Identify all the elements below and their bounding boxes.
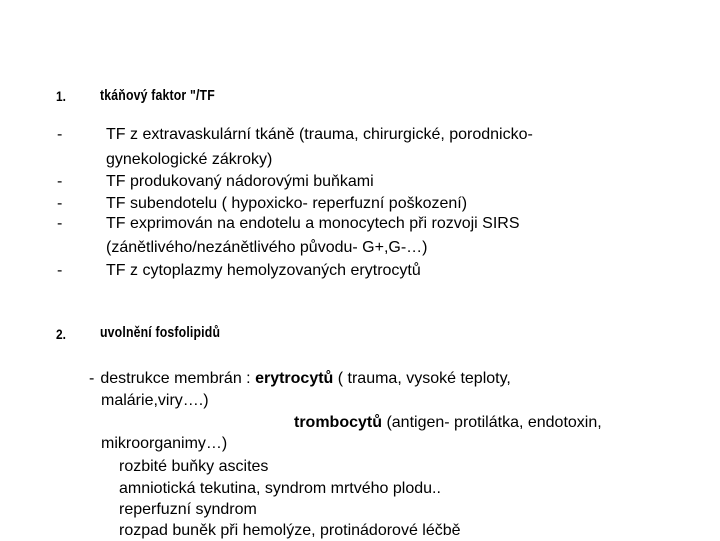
subline-amniotic: amniotická tekutina, syndrom mrtvého plodu.. — [119, 480, 441, 497]
subline-reperfusion: reperfuzní syndrom — [119, 501, 257, 518]
list-item-dash: - — [57, 126, 63, 143]
destruction-text: destrukce membrán : — [100, 370, 256, 387]
list-item-dash: - — [57, 262, 63, 279]
platelets-term: trombocytů — [294, 414, 382, 431]
list-item-text: (zánětlivého/nezánětlivého původu- G+,G-…) — [106, 239, 428, 256]
list-item-dash: - — [57, 173, 63, 190]
list-item-dash: - — [57, 195, 63, 212]
destruction-causes: ( trauma, vysoké teploty, — [333, 370, 511, 387]
list-item-text: TF produkovaný nádorovými buňkami — [106, 173, 374, 190]
platelets-line-2: mikroorganimy…) — [101, 435, 228, 452]
list-item-text: TF z extravaskulární tkáně (trauma, chirurgické, porodnicko- — [106, 126, 533, 143]
list-item-text: TF exprimován na endotelu a monocytech při rozvoji SIRS — [106, 215, 520, 232]
section-1-number: 1. — [56, 88, 66, 104]
list-item-text: TF subendotelu ( hypoxicko- reperfuzní poškození) — [106, 195, 468, 212]
list-item-text: TF z cytoplazmy hemolyzovaných erytrocytů — [106, 262, 421, 279]
subline-ascites: rozbité buňky ascites — [119, 458, 269, 475]
list-item-text: gynekologické zákroky) — [106, 151, 273, 168]
list-item-dash: - — [57, 215, 63, 232]
section-2-number: 2. — [56, 326, 66, 342]
platelets-causes: (antigen- protilátka, endotoxin, — [382, 414, 602, 431]
destruction-line — [89, 370, 511, 389]
section-2-heading: uvolnění fosfolipidů — [100, 324, 221, 341]
destruction-line-2: malárie,viry….) — [101, 392, 209, 409]
section-1-heading: tkáňový faktor "/TF — [100, 87, 215, 104]
section-2-dash: - — [89, 370, 95, 387]
platelets-line — [294, 414, 602, 433]
erythrocytes-term: erytrocytů — [255, 370, 334, 387]
subline-hemolysis: rozpad buněk při hemolýze, protinádorové léčbě — [119, 522, 461, 539]
